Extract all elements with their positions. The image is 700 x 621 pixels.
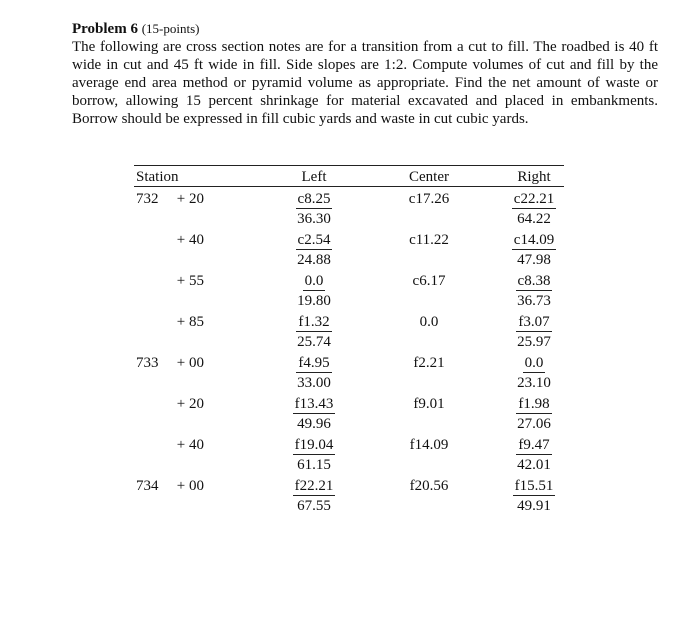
- station-plus: + 00: [176, 355, 204, 371]
- left-distance: 25.74: [297, 334, 331, 350]
- station-plus: + 40: [176, 437, 204, 453]
- right-distance: 36.73: [517, 293, 551, 309]
- left-offset: [284, 231, 344, 250]
- station-plus: + 20: [176, 191, 204, 207]
- right-offset-value: f3.07: [518, 314, 550, 330]
- right-distance: 23.10: [517, 375, 551, 391]
- left-distance: 36.30: [297, 211, 331, 227]
- station-plus: + 55: [176, 273, 204, 289]
- right-offset-value: c14.09: [513, 232, 555, 248]
- right-offset: [504, 436, 564, 455]
- right-offset-value: c22.21: [513, 191, 555, 207]
- right-distance: 25.97: [517, 334, 551, 350]
- center-value: 0.0: [419, 314, 439, 330]
- left-offset-value: f13.43: [294, 396, 334, 412]
- left-distance: 67.55: [297, 498, 331, 514]
- center-value: f20.56: [409, 478, 449, 494]
- center-value: f2.21: [413, 355, 445, 371]
- header-left: Left: [301, 169, 327, 185]
- right-offset: [504, 354, 564, 373]
- right-offset-value: c8.38: [517, 273, 551, 289]
- left-offset-value: 0.0: [304, 273, 324, 289]
- table-header-rule: [134, 186, 564, 187]
- left-distance: 19.80: [297, 293, 331, 309]
- header-station: Station: [136, 169, 179, 185]
- right-offset-value: f1.98: [518, 396, 550, 412]
- right-offset: [504, 272, 564, 291]
- station-plus: + 40: [176, 232, 204, 248]
- left-offset: [284, 313, 344, 332]
- problem-title: Problem 6: [72, 21, 138, 37]
- center-value: c17.26: [408, 191, 450, 207]
- right-offset: [504, 231, 564, 250]
- right-offset-value: f15.51: [514, 478, 554, 494]
- left-offset: [284, 395, 344, 414]
- right-distance: 64.22: [517, 211, 551, 227]
- left-offset-value: f1.32: [298, 314, 330, 330]
- right-offset: [504, 313, 564, 332]
- right-offset: [504, 477, 564, 496]
- left-distance: 61.15: [297, 457, 331, 473]
- right-distance: 47.98: [517, 252, 551, 268]
- table-top-rule: [134, 165, 564, 166]
- header-right: Right: [517, 169, 551, 185]
- right-offset-value: f9.47: [518, 437, 550, 453]
- left-distance: 33.00: [297, 375, 331, 391]
- right-distance: 27.06: [517, 416, 551, 432]
- left-offset-value: c8.25: [297, 191, 331, 207]
- center-value: c11.22: [409, 232, 449, 248]
- station-plus: + 85: [176, 314, 204, 330]
- station-number: 734: [136, 478, 159, 494]
- station-plus: + 20: [176, 396, 204, 412]
- station-plus: + 00: [176, 478, 204, 494]
- right-offset-value: 0.0: [524, 355, 544, 371]
- left-distance: 49.96: [297, 416, 331, 432]
- station-number: 732: [136, 191, 159, 207]
- right-distance: 49.91: [517, 498, 551, 514]
- left-distance: 24.88: [297, 252, 331, 268]
- left-offset-value: c2.54: [297, 232, 331, 248]
- center-value: f9.01: [413, 396, 445, 412]
- left-offset-value: f19.04: [294, 437, 334, 453]
- problem-heading: [72, 20, 658, 38]
- left-offset: [284, 436, 344, 455]
- right-distance: 42.01: [517, 457, 551, 473]
- center-value: f14.09: [409, 437, 449, 453]
- problem-body: The following are cross section notes are for a transition from a cut to fill. The roadbed is 40 ft wide in cut and 45 ft wide in fill. Side slopes are 1:2. Compute volumes of cut and fill by the average end area method or pyramid volume as appropriate. Find the net amount of waste or borrow, allowing 15 percent shrinkage for material excavated and placed in embankments. Borrow should be expressed in fill cubic yards and waste in cut cubic yards.: [72, 39, 658, 127]
- right-offset: [504, 190, 564, 209]
- center-value: c6.17: [412, 273, 446, 289]
- left-offset: [284, 477, 344, 496]
- problem-points: (15-points): [141, 21, 200, 36]
- left-offset-value: f22.21: [294, 478, 334, 494]
- left-offset: [284, 354, 344, 373]
- station-number: 733: [136, 355, 159, 371]
- header-center: Center: [409, 169, 449, 185]
- problem-statement: [72, 20, 658, 128]
- left-offset-value: f4.95: [298, 355, 330, 371]
- right-offset: [504, 395, 564, 414]
- left-offset: [284, 190, 344, 209]
- left-offset: [284, 272, 344, 291]
